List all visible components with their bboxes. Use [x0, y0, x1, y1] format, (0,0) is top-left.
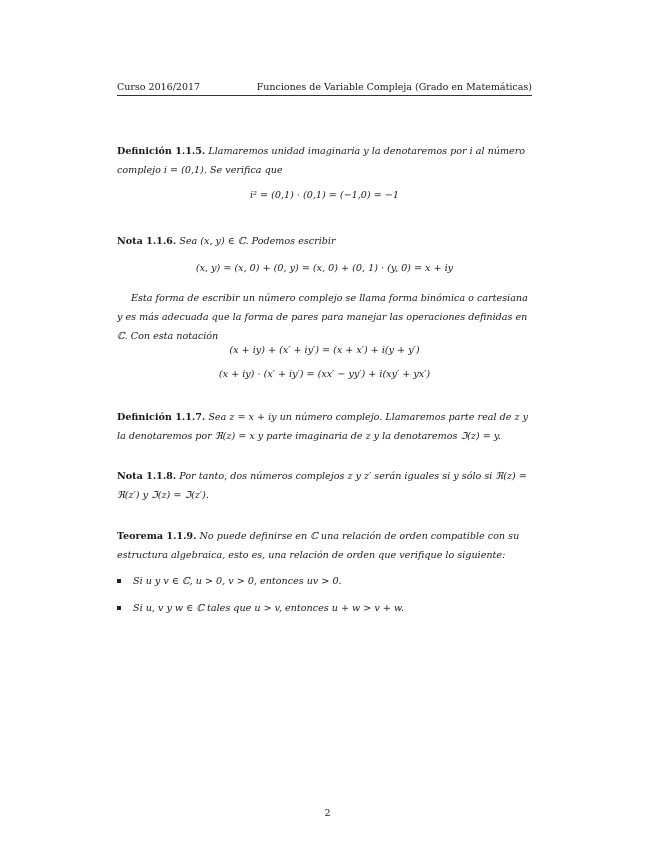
definition-1-1-5 — [117, 142, 532, 180]
theorem-label: Teorema 1.1.9. — [117, 531, 197, 542]
nota-label: Nota 1.1.6. — [117, 236, 177, 247]
definition-1-1-7 — [117, 408, 532, 446]
bullet-icon — [117, 579, 121, 583]
equation-sum: (x + iy) + (x′ + iy′) = (x + x′) + i(y + y′) — [229, 345, 420, 356]
list-item-text: Si u, v y w ∈ ℂ tales que u > v, entonces u + w > v + w. — [133, 603, 405, 614]
header-subject: Funciones de Variable Compleja (Grado en Matemáticas) — [256, 82, 532, 93]
list-item — [117, 599, 532, 618]
equation-product: (x + iy) · (x′ + iy′) = (xx′ − yy′) + i(xy′ + yx′) — [218, 369, 431, 380]
running-header — [117, 82, 532, 96]
definition-text: Llamaremos unidad imaginaria y la denotaremos por i al número complejo i = (0,1). Se verifica que — [117, 146, 526, 176]
list-item-text: Si u y v ∈ ℂ, u > 0, v > 0, entonces uv > 0. — [133, 576, 342, 587]
list-item — [117, 572, 532, 591]
nota-label: Nota 1.1.8. — [117, 471, 177, 482]
bullet-icon — [117, 606, 121, 610]
equation-binomial-form: (x, y) = (x, 0) + (0, y) = (x, 0) + (0, 1) · (y, 0) = x + iy — [195, 263, 454, 274]
definition-text: Sea z = x + iy un número complejo. Llamaremos parte real de z y la denotaremos por ℜ(z) = x y parte imaginaria de z y la denotaremos ℑ(z) = y. — [117, 412, 528, 442]
nota-1-1-8 — [117, 467, 532, 505]
teorema-1-1-9 — [117, 527, 532, 565]
theorem-conditions — [117, 572, 532, 626]
page-number: 2 — [324, 808, 331, 819]
definition-label: Definición 1.1.7. — [117, 412, 206, 423]
nota-text: Por tanto, dos números complejos z y z′ serán iguales si y sólo si ℜ(z) = ℜ(z′) y ℑ(z) = ℑ(z′). — [117, 471, 527, 501]
equation-i-squared: i² = (0,1) · (0,1) = (−1,0) = −1 — [250, 190, 399, 201]
nota-1-1-6 — [117, 232, 532, 251]
definition-label: Definición 1.1.5. — [117, 146, 206, 157]
theorem-text: No puede definirse en ℂ una relación de orden compatible con su estructura algebraica, esto es, una relación de orden que verifique lo siguiente: — [117, 531, 520, 561]
header-course: Curso 2016/2017 — [117, 82, 201, 93]
paragraph-binomial: Esta forma de escribir un número complejo se llama forma binómica o cartesiana y es más adecuada que la forma de pares para manejar las operaciones definidas en ℂ. Con esta notación — [117, 293, 528, 342]
nota-text: Sea (x, y) ∈ ℂ. Podemos escribir — [179, 236, 336, 247]
